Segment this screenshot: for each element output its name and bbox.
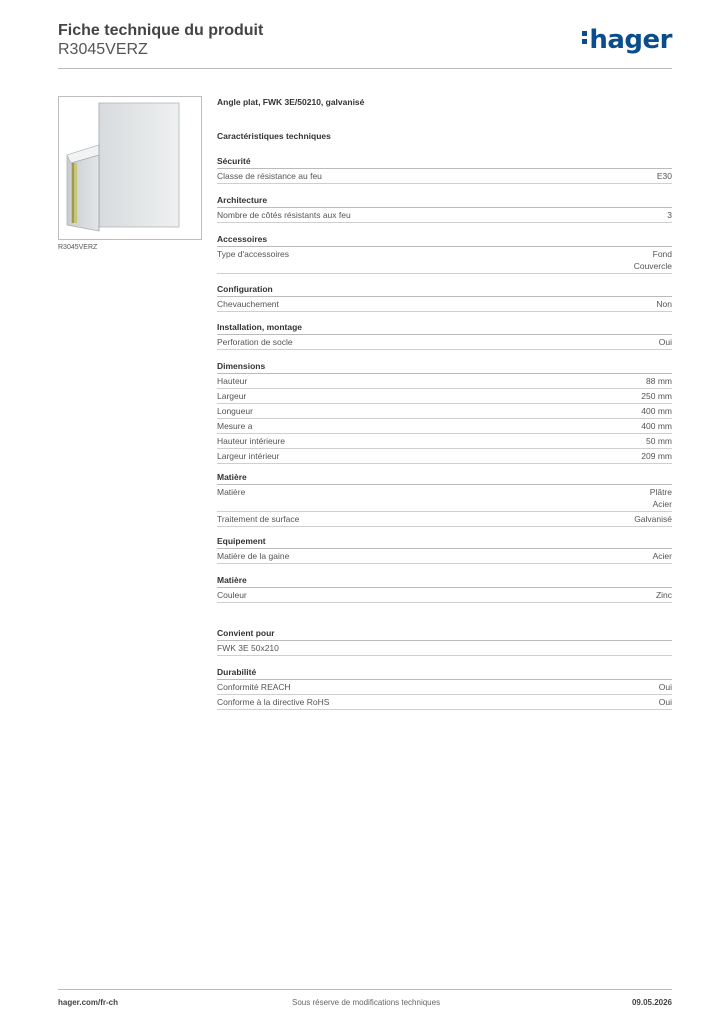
spec-row [217, 449, 672, 464]
spec-value: 3 [667, 210, 672, 220]
spec-label: Matière [217, 487, 246, 497]
spec-row [217, 419, 672, 434]
spec-label: Hauteur intérieure [217, 436, 286, 446]
section-architecture [217, 194, 672, 223]
spec-label: Classe de résistance au feu [217, 171, 322, 181]
spec-label: Nombre de côtés résistants aux feu [217, 210, 351, 220]
spec-label: Type d'accessoires [217, 249, 290, 259]
spec-value: Zinc [655, 590, 672, 600]
spec-row [217, 389, 672, 404]
section-matiere-couleur [217, 574, 672, 603]
spec-value: Galvanisé [634, 514, 672, 524]
section-configuration [217, 283, 672, 312]
spec-row [217, 169, 672, 184]
spec-row [217, 208, 672, 223]
section-title: Matière [217, 574, 672, 588]
hager-logo [582, 25, 672, 55]
spec-row [217, 512, 672, 527]
spec-value: E30 [656, 171, 672, 181]
spec-value: Plâtre Acier [649, 487, 672, 509]
spec-label: Largeur [217, 391, 247, 401]
spec-label: FWK 3E 50x210 [217, 643, 279, 653]
section-durabilite [217, 666, 672, 710]
spec-label: Mesure a [217, 421, 253, 431]
spec-label: Couleur [217, 590, 247, 600]
section-title: Matière [217, 471, 672, 485]
spec-label: Chevauchement [217, 299, 279, 309]
footer-date: 09.05.2026 [631, 998, 672, 1007]
spec-value: 400 mm [641, 406, 672, 416]
spec-row [217, 374, 672, 389]
product-reference: R3045VERZ [58, 41, 148, 58]
document-title: Fiche technique du produit [58, 22, 264, 39]
technical-characteristics-title: Caractéristiques techniques [217, 131, 331, 141]
page-header [58, 22, 672, 70]
section-title: Durabilité [217, 666, 672, 680]
header-divider [58, 68, 672, 69]
section-convient-pour [217, 627, 672, 656]
section-title: Convient pour [217, 627, 672, 641]
section-accessoires [217, 233, 672, 274]
footer-divider [58, 989, 672, 990]
spec-value: Acier [652, 551, 672, 561]
spec-value: Oui [658, 682, 672, 692]
spec-value: Fond Couvercle [633, 249, 672, 271]
spec-label: Largeur intérieur [217, 451, 280, 461]
spec-value: 209 mm [641, 451, 672, 461]
spec-row [217, 549, 672, 564]
product-image [58, 96, 202, 240]
spec-label: Hauteur [217, 376, 248, 386]
section-title: Accessoires [217, 233, 672, 247]
cable-duct-angle-icon [59, 97, 201, 239]
section-title: Installation, montage [217, 321, 672, 335]
spec-label: Matière de la gaine [217, 551, 290, 561]
spec-row [217, 485, 672, 512]
spec-value: 250 mm [641, 391, 672, 401]
spec-row [217, 680, 672, 695]
section-securite [217, 155, 672, 184]
spec-row [217, 297, 672, 312]
footer-website-link[interactable]: hager.com/fr-ch [58, 998, 119, 1007]
section-installation [217, 321, 672, 350]
spec-value: 400 mm [641, 421, 672, 431]
section-title: Dimensions [217, 360, 672, 374]
spec-value: Oui [658, 337, 672, 347]
logo-text: hager [589, 25, 672, 55]
spec-value: Non [656, 299, 672, 309]
section-matiere [217, 471, 672, 527]
spec-label: Traitement de surface [217, 514, 300, 524]
footer-notice: Sous réserve de modifications techniques [292, 998, 441, 1007]
image-caption: R3045VERZ [58, 244, 98, 251]
section-title: Configuration [217, 283, 672, 297]
spec-row [217, 404, 672, 419]
spec-label: Longueur [217, 406, 253, 416]
spec-value: 88 mm [646, 376, 672, 386]
spec-value: 50 mm [646, 436, 672, 446]
section-title: Sécurité [217, 155, 672, 169]
spec-row [217, 588, 672, 603]
spec-row [217, 641, 672, 656]
spec-label: Conforme à la directive RoHS [217, 697, 330, 707]
section-title: Equipement [217, 535, 672, 549]
spec-row [217, 335, 672, 350]
section-title: Architecture [217, 194, 672, 208]
section-equipement [217, 535, 672, 564]
spec-label: Conformité REACH [217, 682, 291, 692]
product-name: Angle plat, FWK 3E/50210, galvanisé [217, 97, 365, 107]
spec-row [217, 247, 672, 274]
spec-row [217, 695, 672, 710]
spec-value: Oui [658, 697, 672, 707]
spec-row [217, 434, 672, 449]
logo-dots-icon [582, 28, 587, 47]
section-dimensions [217, 360, 672, 464]
spec-label: Perforation de socle [217, 337, 293, 347]
